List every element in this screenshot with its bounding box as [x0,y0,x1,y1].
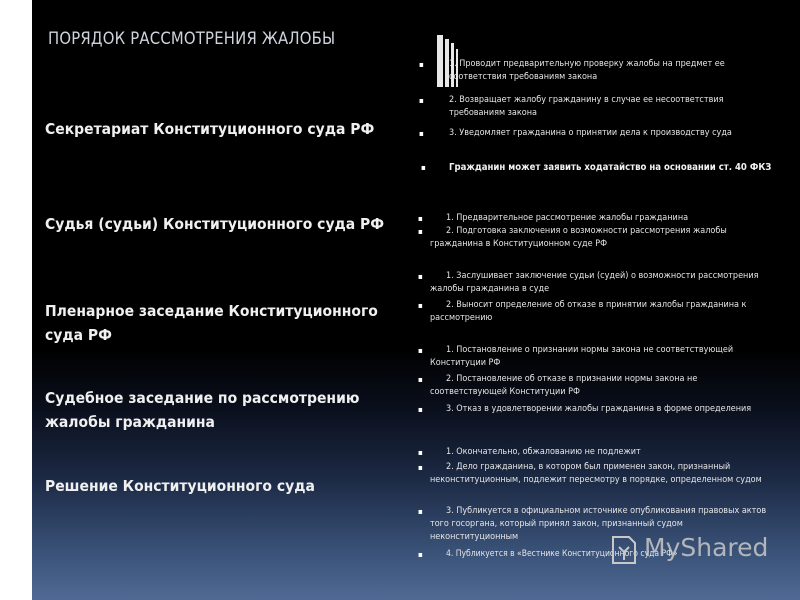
bullet-icon: ▪ [419,60,424,69]
watermark-logo-icon [610,533,638,567]
list-item: ▪ 3. Публикуется в официальном источнике опубликования правовых актов того госоргана, который принял закон, признанный судом неконституционным [418,506,767,542]
list-item: ▪ 2. Возвращает жалобу гражданину в случае ее несоответствия требованиям закона [419,95,724,118]
list-item: ▪ 1. Проводит предварительную проверку жалобы на предмет ее соответствия требованиям закона [419,59,725,82]
bullet-icon: ▪ [418,346,423,355]
left-item-hearing: Судебное заседание по рассмотрению жалобы гражданина [45,386,405,434]
list-item: ▪ 2. Подготовка заключения о возможности рассмотрения жалобы гражданина в Конституционном суде РФ [418,226,727,249]
bullet-icon: ▪ [418,301,423,310]
bullet-icon: ▪ [418,550,423,559]
bullet-icon: ▪ [418,214,423,223]
list-item: ▪ 2. Постановление об отказе в признании нормы закона не соответствующей Конституции РФ [418,374,698,397]
bullet-icon: ▪ [421,163,426,172]
secretariat-note: ▪ Гражданин может заявить ходатайство на основании ст. 40 ФКЗ [421,162,772,173]
list-item: ▪ 3. Уведомляет гражданина о принятии дела к производству суда [419,128,732,138]
list-item: ▪ 1. Постановление о признании нормы закона не соответствующей Конституции РФ [418,345,734,368]
list-item: ▪ 1. Окончательно, обжалованию не подлежит [418,447,641,457]
list-item: ▪ 2. Выносит определение об отказе в принятии жалобы гражданина к рассмотрению [418,300,747,323]
left-item-judge: Судья (судьи) Конституционного суда РФ [45,212,405,236]
list-item: ▪ 3. Отказ в удовлетворении жалобы гражданина в форме определения [418,404,752,414]
bullet-icon: ▪ [418,507,423,516]
list-item: ▪ 4. Публикуется в «Вестнике Конституционного суда РФ» [418,549,678,559]
slide [32,0,800,600]
left-item-plenary: Пленарное заседание Конституционного суда РФ [45,299,405,347]
left-item-secretariat: Секретариат Конституционного суда РФ [45,117,405,141]
bullet-icon: ▪ [418,463,423,472]
bullet-icon: ▪ [418,405,423,414]
bullet-icon: ▪ [418,272,423,281]
bullet-icon: ▪ [418,375,423,384]
list-item: ▪ 1. Заслушивает заключение судьи (судей) о возможности рассмотрения жалобы гражданина в суде [418,271,759,294]
bullet-icon: ▪ [418,448,423,457]
bullet-icon: ▪ [418,227,423,236]
list-item: ▪ 2. Дело гражданина, в котором был применен закон, признанный неконституционным, подлежит пересмотру в порядке, определенном судом [418,462,762,485]
left-item-decision: Решение Конституционного суда [45,474,405,498]
slide-title: ПОРЯДОК РАССМОТРЕНИЯ ЖАЛОБЫ [48,29,336,48]
list-item: ▪ 1. Предварительное рассмотрение жалобы гражданина [418,213,689,223]
bullet-icon: ▪ [419,96,424,105]
watermark-text: MyShared [644,533,769,562]
bullet-icon: ▪ [419,129,424,138]
